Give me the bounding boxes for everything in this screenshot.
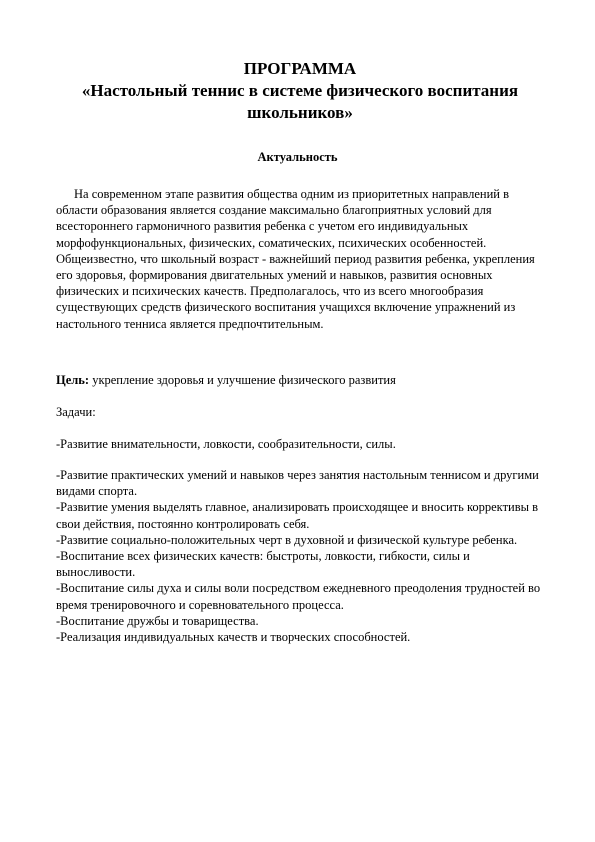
- task-item: -Реализация индивидуальных качеств и творческих способностей.: [56, 630, 411, 645]
- document-subtitle: «Настольный теннис в системе физического воспитания школьников»: [81, 81, 519, 122]
- task-item: -Воспитание всех физических качеств: быстроты, ловкости, гибкости, силы и выносливости.: [56, 549, 470, 580]
- task-item: -Развитие внимательности, ловкости, сообразительности, силы.: [56, 437, 396, 451]
- section-heading: Актуальность: [257, 150, 338, 164]
- task-list: [56, 467, 546, 645]
- task-item: -Развитие социально-положительных черт в духовной и физической культуре ребенка.: [56, 532, 518, 547]
- task-item: -Воспитание силы духа и силы воли посредством ежедневного преодоления трудностей во время тренировочного и соревновательного процесса.: [56, 581, 541, 612]
- goal-line: [56, 372, 546, 388]
- goal-text: укрепление здоровья и улучшение физического развития: [89, 373, 396, 387]
- tasks-heading: Задачи:: [56, 405, 96, 419]
- task-item: -Воспитание дружбы и товарищества.: [56, 613, 259, 628]
- intro-paragraph: На современном этапе развития общества одним из приоритетных направлений в области образования является создание максимально благоприятных условий для всестороннего гармоничного развития ребенка с учетом его индивидуальных морфофункциональных, физических, соматических, психических особенностей. Общеизвестно, что школьный возраст - важнейший период развития ребенка, укрепления его здоровья, формирования двигательных умений и навыков, развития основных физических и психических качеств. Предполагалось, что из всего многообразия существующих средств физического воспитания учащихся включение упражнений из настольного тенниса является предпочтительным.: [56, 187, 535, 331]
- task-item: -Развитие практических умений и навыков через занятия настольным теннисом и другими видами спорта.: [56, 468, 539, 499]
- goal-label: Цель:: [56, 373, 90, 387]
- document-title: ПРОГРАММА: [243, 59, 357, 78]
- task-item: -Развитие умения выделять главное, анализировать происходящее и вносить коррективы в свои действия, постоянно контролировать себя.: [56, 500, 539, 531]
